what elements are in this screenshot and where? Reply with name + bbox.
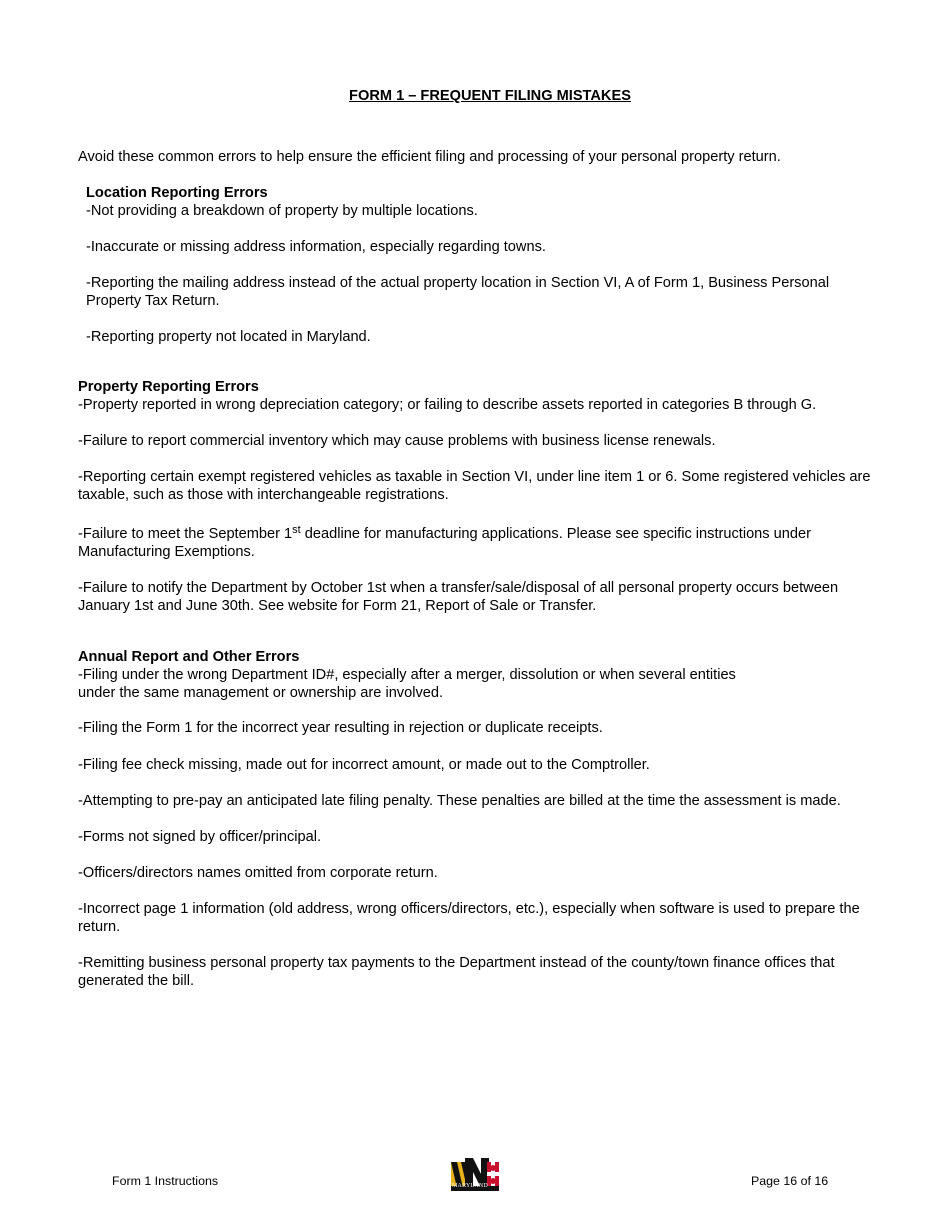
list-item: -Inaccurate or missing address information, especially regarding towns. — [86, 239, 546, 255]
list-item — [78, 666, 878, 702]
list-item-text: deadline for manufacturing applications. Please see specific instructions under Manufacturing Exemptions. — [78, 526, 811, 560]
section-heading: Location Reporting Errors — [86, 185, 268, 201]
property-errors-section — [78, 378, 878, 615]
section-heading: Property Reporting Errors — [78, 379, 259, 395]
list-item: -Filing fee check missing, made out for incorrect amount, or made out to the Comptroller. — [78, 757, 650, 773]
list-item: -Reporting the mailing address instead of the actual property location in Section VI, A of Form 1, Business Personal Property Tax Return. — [86, 275, 830, 309]
list-item: -Failure to notify the Department by October 1st when a transfer/sale/disposal of all personal property occurs between January 1st and June 30th. See website for Form 21, Report of Sale or Transfer. — [78, 580, 839, 614]
list-item: -Filing the Form 1 for the incorrect year resulting in rejection or duplicate receipts. — [78, 720, 603, 736]
list-item: -Forms not signed by officer/principal. — [78, 829, 322, 845]
list-item: -Reporting certain exempt registered vehicles as taxable in Section VI, under line item 1 or 6. Some registered vehicles are taxable, such as those with interchangeable registrations. — [78, 469, 871, 503]
location-errors-section — [86, 184, 866, 346]
list-item: -Remitting business personal property tax payments to the Department instead of the county/town finance offices that generated the bill. — [78, 955, 835, 989]
list-item — [78, 525, 878, 561]
page-title: FORM 1 – FREQUENT FILING MISTAKES — [349, 88, 631, 104]
list-item-line: -Filing under the wrong Department ID#, especially after a merger, dissolution or when several entities — [78, 667, 736, 683]
list-item: -Incorrect page 1 information (old address, wrong officers/directors, etc.), especially when software is used to prepare the return. — [78, 901, 860, 935]
section-heading: Annual Report and Other Errors — [78, 649, 300, 665]
page-number: Page 16 of 16 — [751, 1174, 829, 1188]
footer-document-name: Form 1 Instructions — [112, 1174, 219, 1188]
ordinal-suffix: st — [292, 524, 301, 536]
list-item: -Property reported in wrong depreciation category; or failing to describe assets reported in categories B through G. — [78, 397, 817, 413]
annual-report-errors-section — [78, 648, 878, 990]
list-item: -Reporting property not located in Maryland. — [86, 329, 371, 345]
list-item-text: -Failure to meet the September 1 — [78, 526, 293, 542]
list-item: -Failure to report commercial inventory which may cause problems with business license renewals. — [78, 433, 716, 449]
logo-wordmark: MARYLAND — [452, 1183, 488, 1189]
list-item-line: under the same management or ownership are involved. — [78, 685, 444, 701]
list-item: -Not providing a breakdown of property by multiple locations. — [86, 203, 478, 219]
list-item: -Attempting to pre-pay an anticipated late filing penalty. These penalties are billed at the time the assessment is made. — [78, 793, 841, 809]
list-item: -Officers/directors names omitted from corporate return. — [78, 865, 438, 881]
intro-paragraph: Avoid these common errors to help ensure the efficient filing and processing of your personal property return. — [78, 149, 781, 165]
